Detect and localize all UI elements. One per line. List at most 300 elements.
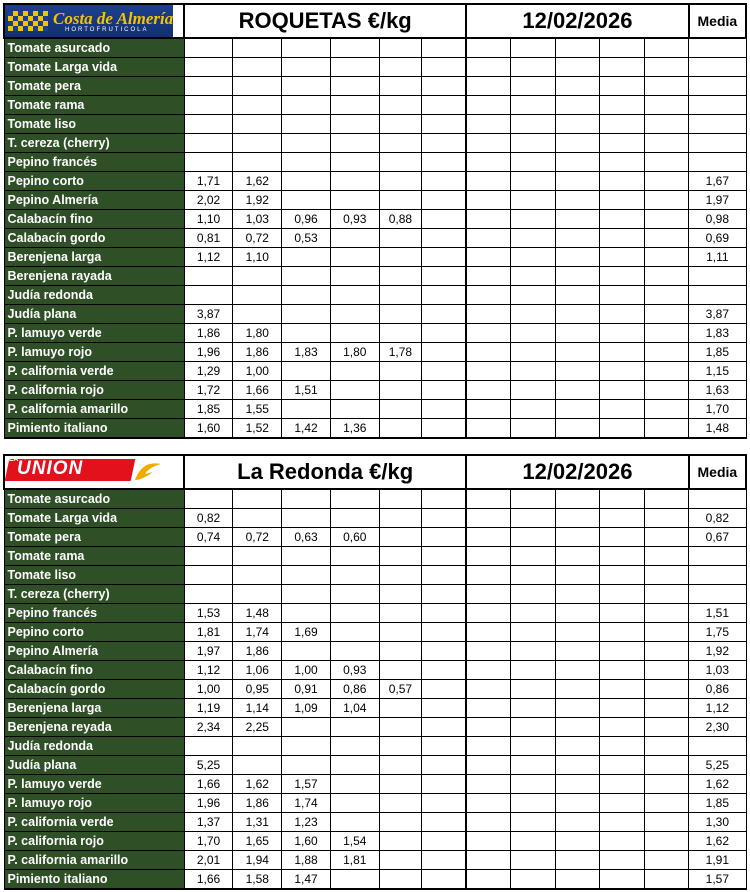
price-cell xyxy=(422,134,467,153)
price-cell: 1,92 xyxy=(233,191,282,210)
price-cell: 1,96 xyxy=(184,343,233,362)
price-cell xyxy=(600,38,645,58)
price-cell: 1,62 xyxy=(233,775,282,794)
price-cell xyxy=(282,362,331,381)
price-cell xyxy=(555,623,600,642)
table-row xyxy=(4,680,746,699)
price-cell: 2,01 xyxy=(184,851,233,870)
price-cell xyxy=(233,737,282,756)
price-cell xyxy=(511,210,556,229)
price-cell xyxy=(282,172,331,191)
price-cell xyxy=(282,547,331,566)
media-cell xyxy=(689,267,746,286)
price-cell xyxy=(422,642,467,661)
price-cell xyxy=(379,661,421,680)
price-cell xyxy=(555,585,600,604)
price-cell: 2,34 xyxy=(184,718,233,737)
price-cell: 1,14 xyxy=(233,699,282,718)
price-cell: 0,53 xyxy=(282,229,331,248)
price-cell xyxy=(644,623,689,642)
product-name: P. lamuyo verde xyxy=(4,775,184,794)
table-row xyxy=(4,566,746,585)
price-cell: 1,00 xyxy=(233,362,282,381)
price-cell xyxy=(600,305,645,324)
media-cell xyxy=(689,585,746,604)
price-cell xyxy=(466,381,511,400)
price-cell xyxy=(511,38,556,58)
price-cell xyxy=(511,286,556,305)
media-cell xyxy=(689,153,746,172)
price-cell: 1,48 xyxy=(233,604,282,623)
price-cell xyxy=(555,58,600,77)
table-row xyxy=(4,737,746,756)
price-cell xyxy=(644,286,689,305)
price-cell xyxy=(379,305,421,324)
media-cell xyxy=(689,547,746,566)
price-cell: 1,96 xyxy=(184,794,233,813)
product-name: Calabacín gordo xyxy=(4,680,184,699)
price-cell xyxy=(379,604,421,623)
price-cell xyxy=(184,547,233,566)
price-cell: 0,63 xyxy=(282,528,331,547)
price-cell xyxy=(644,737,689,756)
media-cell xyxy=(689,566,746,585)
price-cell xyxy=(330,115,379,134)
price-cell xyxy=(600,547,645,566)
price-cell xyxy=(422,737,467,756)
media-cell: 1,51 xyxy=(689,604,746,623)
price-cell xyxy=(511,305,556,324)
price-cell xyxy=(466,286,511,305)
market-date: 12/02/2026 xyxy=(466,455,689,489)
price-cell xyxy=(644,191,689,210)
price-cell xyxy=(644,528,689,547)
price-cell xyxy=(644,661,689,680)
price-cell: 1,78 xyxy=(379,343,421,362)
table-row xyxy=(4,623,746,642)
price-cell xyxy=(233,585,282,604)
price-cell xyxy=(555,362,600,381)
product-name: P. lamuyo rojo xyxy=(4,343,184,362)
price-cell xyxy=(466,362,511,381)
product-name: Pepino corto xyxy=(4,623,184,642)
price-cell xyxy=(330,96,379,115)
media-header: Media xyxy=(689,455,746,489)
price-cell xyxy=(422,305,467,324)
price-cell: 1,04 xyxy=(330,699,379,718)
product-name: P. california verde xyxy=(4,362,184,381)
price-cell xyxy=(330,400,379,419)
price-cell xyxy=(233,756,282,775)
price-cell xyxy=(511,134,556,153)
price-cell xyxy=(555,343,600,362)
price-cell xyxy=(644,566,689,585)
price-cell xyxy=(330,870,379,890)
price-cell xyxy=(555,509,600,528)
price-cell: 3,87 xyxy=(184,305,233,324)
price-cell xyxy=(511,229,556,248)
price-cell xyxy=(511,623,556,642)
media-cell: 1,70 xyxy=(689,400,746,419)
price-cell xyxy=(644,585,689,604)
table-row xyxy=(4,775,746,794)
price-cell xyxy=(644,38,689,58)
price-cell: 1,66 xyxy=(233,381,282,400)
price-cell xyxy=(600,718,645,737)
table-row xyxy=(4,153,746,172)
price-cell xyxy=(422,115,467,134)
price-cell xyxy=(600,528,645,547)
price-cell xyxy=(379,699,421,718)
price-cell xyxy=(233,305,282,324)
price-cell xyxy=(555,400,600,419)
price-cell xyxy=(422,851,467,870)
price-cell xyxy=(379,58,421,77)
product-name: Tomate pera xyxy=(4,528,184,547)
price-cell: 1,52 xyxy=(233,419,282,439)
price-cell xyxy=(282,604,331,623)
table-row xyxy=(4,286,746,305)
price-cell xyxy=(422,419,467,439)
price-cell xyxy=(555,38,600,58)
price-cell xyxy=(422,775,467,794)
price-cell xyxy=(422,248,467,267)
price-cell: 0,81 xyxy=(184,229,233,248)
price-cell xyxy=(511,400,556,419)
price-cell xyxy=(600,324,645,343)
price-cell xyxy=(511,96,556,115)
price-cell: 1,12 xyxy=(184,661,233,680)
price-cell xyxy=(282,718,331,737)
price-cell xyxy=(422,489,467,509)
price-cell xyxy=(184,96,233,115)
price-cell xyxy=(644,77,689,96)
price-cell: 0,95 xyxy=(233,680,282,699)
price-cell xyxy=(330,248,379,267)
price-cell xyxy=(184,153,233,172)
price-cell xyxy=(511,832,556,851)
price-cell xyxy=(511,528,556,547)
price-cell: 1,54 xyxy=(330,832,379,851)
price-cell xyxy=(466,623,511,642)
price-cell xyxy=(379,267,421,286)
price-cell xyxy=(330,172,379,191)
price-cell xyxy=(466,585,511,604)
price-cell xyxy=(379,623,421,642)
product-name: Tomate Larga vida xyxy=(4,509,184,528)
price-cell xyxy=(600,756,645,775)
price-cell xyxy=(555,680,600,699)
price-cell: 0,96 xyxy=(282,210,331,229)
table-row xyxy=(4,229,746,248)
price-cell xyxy=(282,134,331,153)
price-cell xyxy=(282,305,331,324)
price-cell xyxy=(555,77,600,96)
price-cell: 1,37 xyxy=(184,813,233,832)
price-cell xyxy=(466,756,511,775)
price-cell xyxy=(555,794,600,813)
product-name: Calabacín gordo xyxy=(4,229,184,248)
price-cell xyxy=(233,509,282,528)
media-cell: 1,48 xyxy=(689,419,746,439)
product-name: T. cereza (cherry) xyxy=(4,134,184,153)
costa-almeria-logo xyxy=(4,4,184,38)
table-row xyxy=(4,362,746,381)
price-cell: 1,80 xyxy=(330,343,379,362)
price-cell xyxy=(555,115,600,134)
price-cell xyxy=(379,229,421,248)
price-cell xyxy=(330,38,379,58)
price-cell xyxy=(330,134,379,153)
price-cell xyxy=(379,832,421,851)
product-name: P. lamuyo verde xyxy=(4,324,184,343)
table-row xyxy=(4,794,746,813)
media-cell: 0,67 xyxy=(689,528,746,547)
table-row xyxy=(4,528,746,547)
price-cell xyxy=(600,870,645,890)
product-name: Berenjena larga xyxy=(4,248,184,267)
price-cell xyxy=(422,547,467,566)
la-union-logo xyxy=(4,455,184,489)
price-cell xyxy=(600,623,645,642)
price-cell xyxy=(600,229,645,248)
price-cell xyxy=(379,400,421,419)
price-cell xyxy=(555,305,600,324)
table-row xyxy=(4,343,746,362)
price-cell xyxy=(330,585,379,604)
price-cell xyxy=(330,604,379,623)
price-cell xyxy=(555,489,600,509)
price-cell: 1,71 xyxy=(184,172,233,191)
media-cell xyxy=(689,77,746,96)
market-date: 12/02/2026 xyxy=(466,4,689,38)
costa-almeria-logo-image xyxy=(5,5,173,37)
media-cell: 1,92 xyxy=(689,642,746,661)
price-cell xyxy=(600,115,645,134)
price-cell xyxy=(511,661,556,680)
price-cell xyxy=(555,210,600,229)
price-cell xyxy=(379,756,421,775)
price-cell xyxy=(555,699,600,718)
price-cell xyxy=(466,400,511,419)
price-cell xyxy=(466,528,511,547)
price-cell xyxy=(600,419,645,439)
product-name: Berenjena rayada xyxy=(4,267,184,286)
media-header: Media xyxy=(689,4,746,38)
price-cell xyxy=(466,775,511,794)
price-cell xyxy=(555,547,600,566)
price-cell xyxy=(379,419,421,439)
media-cell: 1,11 xyxy=(689,248,746,267)
price-cell: 1,09 xyxy=(282,699,331,718)
price-cell xyxy=(330,324,379,343)
logo-subtext: HORTOFRUTICOLA xyxy=(65,27,149,33)
price-cell: 1,47 xyxy=(282,870,331,890)
price-cell xyxy=(466,172,511,191)
price-cell xyxy=(466,115,511,134)
price-cell xyxy=(600,381,645,400)
table-row xyxy=(4,77,746,96)
price-cell xyxy=(330,229,379,248)
price-cell: 1,74 xyxy=(282,794,331,813)
table-row xyxy=(4,718,746,737)
media-cell xyxy=(689,115,746,134)
price-cell xyxy=(600,191,645,210)
price-cell xyxy=(422,286,467,305)
price-cell: 1,69 xyxy=(282,623,331,642)
table-row xyxy=(4,96,746,115)
price-cell: 1,36 xyxy=(330,419,379,439)
price-cell xyxy=(600,248,645,267)
media-cell: 3,87 xyxy=(689,305,746,324)
price-cell xyxy=(330,642,379,661)
price-cell xyxy=(422,604,467,623)
price-cell xyxy=(330,305,379,324)
table-row xyxy=(4,134,746,153)
price-cell xyxy=(644,699,689,718)
price-cell xyxy=(330,718,379,737)
media-cell: 1,63 xyxy=(689,381,746,400)
media-cell: 1,97 xyxy=(689,191,746,210)
media-cell xyxy=(689,38,746,58)
price-cell xyxy=(466,191,511,210)
product-name: T. cereza (cherry) xyxy=(4,585,184,604)
price-cell xyxy=(379,870,421,890)
media-cell: 1,83 xyxy=(689,324,746,343)
price-cell xyxy=(644,419,689,439)
product-name: P. california amarillo xyxy=(4,851,184,870)
la-redonda-price-table xyxy=(3,454,747,890)
price-cell xyxy=(511,775,556,794)
price-cell: 1,10 xyxy=(184,210,233,229)
price-cell xyxy=(379,718,421,737)
price-cell: 1,72 xyxy=(184,381,233,400)
media-cell xyxy=(689,58,746,77)
price-cell xyxy=(330,813,379,832)
table-row xyxy=(4,489,746,509)
price-cell xyxy=(422,813,467,832)
price-cell: 0,72 xyxy=(233,229,282,248)
table-row xyxy=(4,699,746,718)
price-cell: 1,00 xyxy=(282,661,331,680)
table-row xyxy=(4,604,746,623)
price-cell xyxy=(233,134,282,153)
price-cell xyxy=(644,547,689,566)
price-cell xyxy=(466,718,511,737)
price-cell: 0,60 xyxy=(330,528,379,547)
price-cell xyxy=(466,832,511,851)
price-cell xyxy=(379,489,421,509)
product-name: P. lamuyo rojo xyxy=(4,794,184,813)
price-cell xyxy=(600,343,645,362)
product-name: Judía plana xyxy=(4,756,184,775)
media-cell: 1,03 xyxy=(689,661,746,680)
media-cell xyxy=(689,489,746,509)
price-cell xyxy=(422,528,467,547)
table-row xyxy=(4,509,746,528)
product-name: Judía redonda xyxy=(4,737,184,756)
price-cell xyxy=(379,737,421,756)
price-cell xyxy=(644,775,689,794)
price-cell xyxy=(511,267,556,286)
price-cell xyxy=(555,248,600,267)
price-cell: 0,72 xyxy=(233,528,282,547)
price-cell xyxy=(600,153,645,172)
price-cell xyxy=(600,77,645,96)
price-cell xyxy=(555,718,600,737)
price-cell xyxy=(184,286,233,305)
price-cell xyxy=(600,680,645,699)
price-cell xyxy=(379,642,421,661)
media-cell: 1,15 xyxy=(689,362,746,381)
price-cell xyxy=(600,210,645,229)
price-cell xyxy=(422,77,467,96)
product-name: Tomate asurcado xyxy=(4,489,184,509)
price-cell xyxy=(511,813,556,832)
table-row xyxy=(4,756,746,775)
price-cell xyxy=(644,153,689,172)
price-cell xyxy=(555,756,600,775)
price-cell xyxy=(466,661,511,680)
media-cell: 1,30 xyxy=(689,813,746,832)
table-row xyxy=(4,58,746,77)
price-cell xyxy=(644,362,689,381)
price-cell: 0,88 xyxy=(379,210,421,229)
price-cell xyxy=(466,489,511,509)
price-cell xyxy=(282,489,331,509)
price-cell xyxy=(466,737,511,756)
price-cell xyxy=(282,58,331,77)
price-cell xyxy=(330,775,379,794)
price-cell xyxy=(511,870,556,890)
price-cell xyxy=(330,547,379,566)
table-row xyxy=(4,210,746,229)
product-name: Pepino francés xyxy=(4,604,184,623)
price-cell xyxy=(379,115,421,134)
price-cell: 1,51 xyxy=(282,381,331,400)
price-cell xyxy=(600,400,645,419)
price-cell xyxy=(555,832,600,851)
logo-text: ÚNION xyxy=(17,458,84,479)
price-cell xyxy=(422,566,467,585)
price-cell xyxy=(600,134,645,153)
price-cell xyxy=(282,737,331,756)
product-name: Pepino francés xyxy=(4,153,184,172)
price-cell: 1,81 xyxy=(330,851,379,870)
price-cell xyxy=(330,362,379,381)
price-cell xyxy=(511,153,556,172)
price-cell xyxy=(282,324,331,343)
product-name: Pepino Almería xyxy=(4,642,184,661)
price-cell xyxy=(644,813,689,832)
price-cell xyxy=(466,699,511,718)
price-cell xyxy=(422,680,467,699)
price-cell xyxy=(466,77,511,96)
logo-subtext: LA xyxy=(9,456,19,463)
price-cell xyxy=(555,267,600,286)
table-row xyxy=(4,419,746,439)
price-cell xyxy=(184,585,233,604)
price-cell xyxy=(379,775,421,794)
price-cell xyxy=(233,489,282,509)
price-cell: 1,58 xyxy=(233,870,282,890)
price-cell xyxy=(184,737,233,756)
price-cell xyxy=(644,400,689,419)
price-cell xyxy=(600,489,645,509)
media-cell: 1,62 xyxy=(689,775,746,794)
price-cell xyxy=(422,191,467,210)
price-cell xyxy=(379,813,421,832)
